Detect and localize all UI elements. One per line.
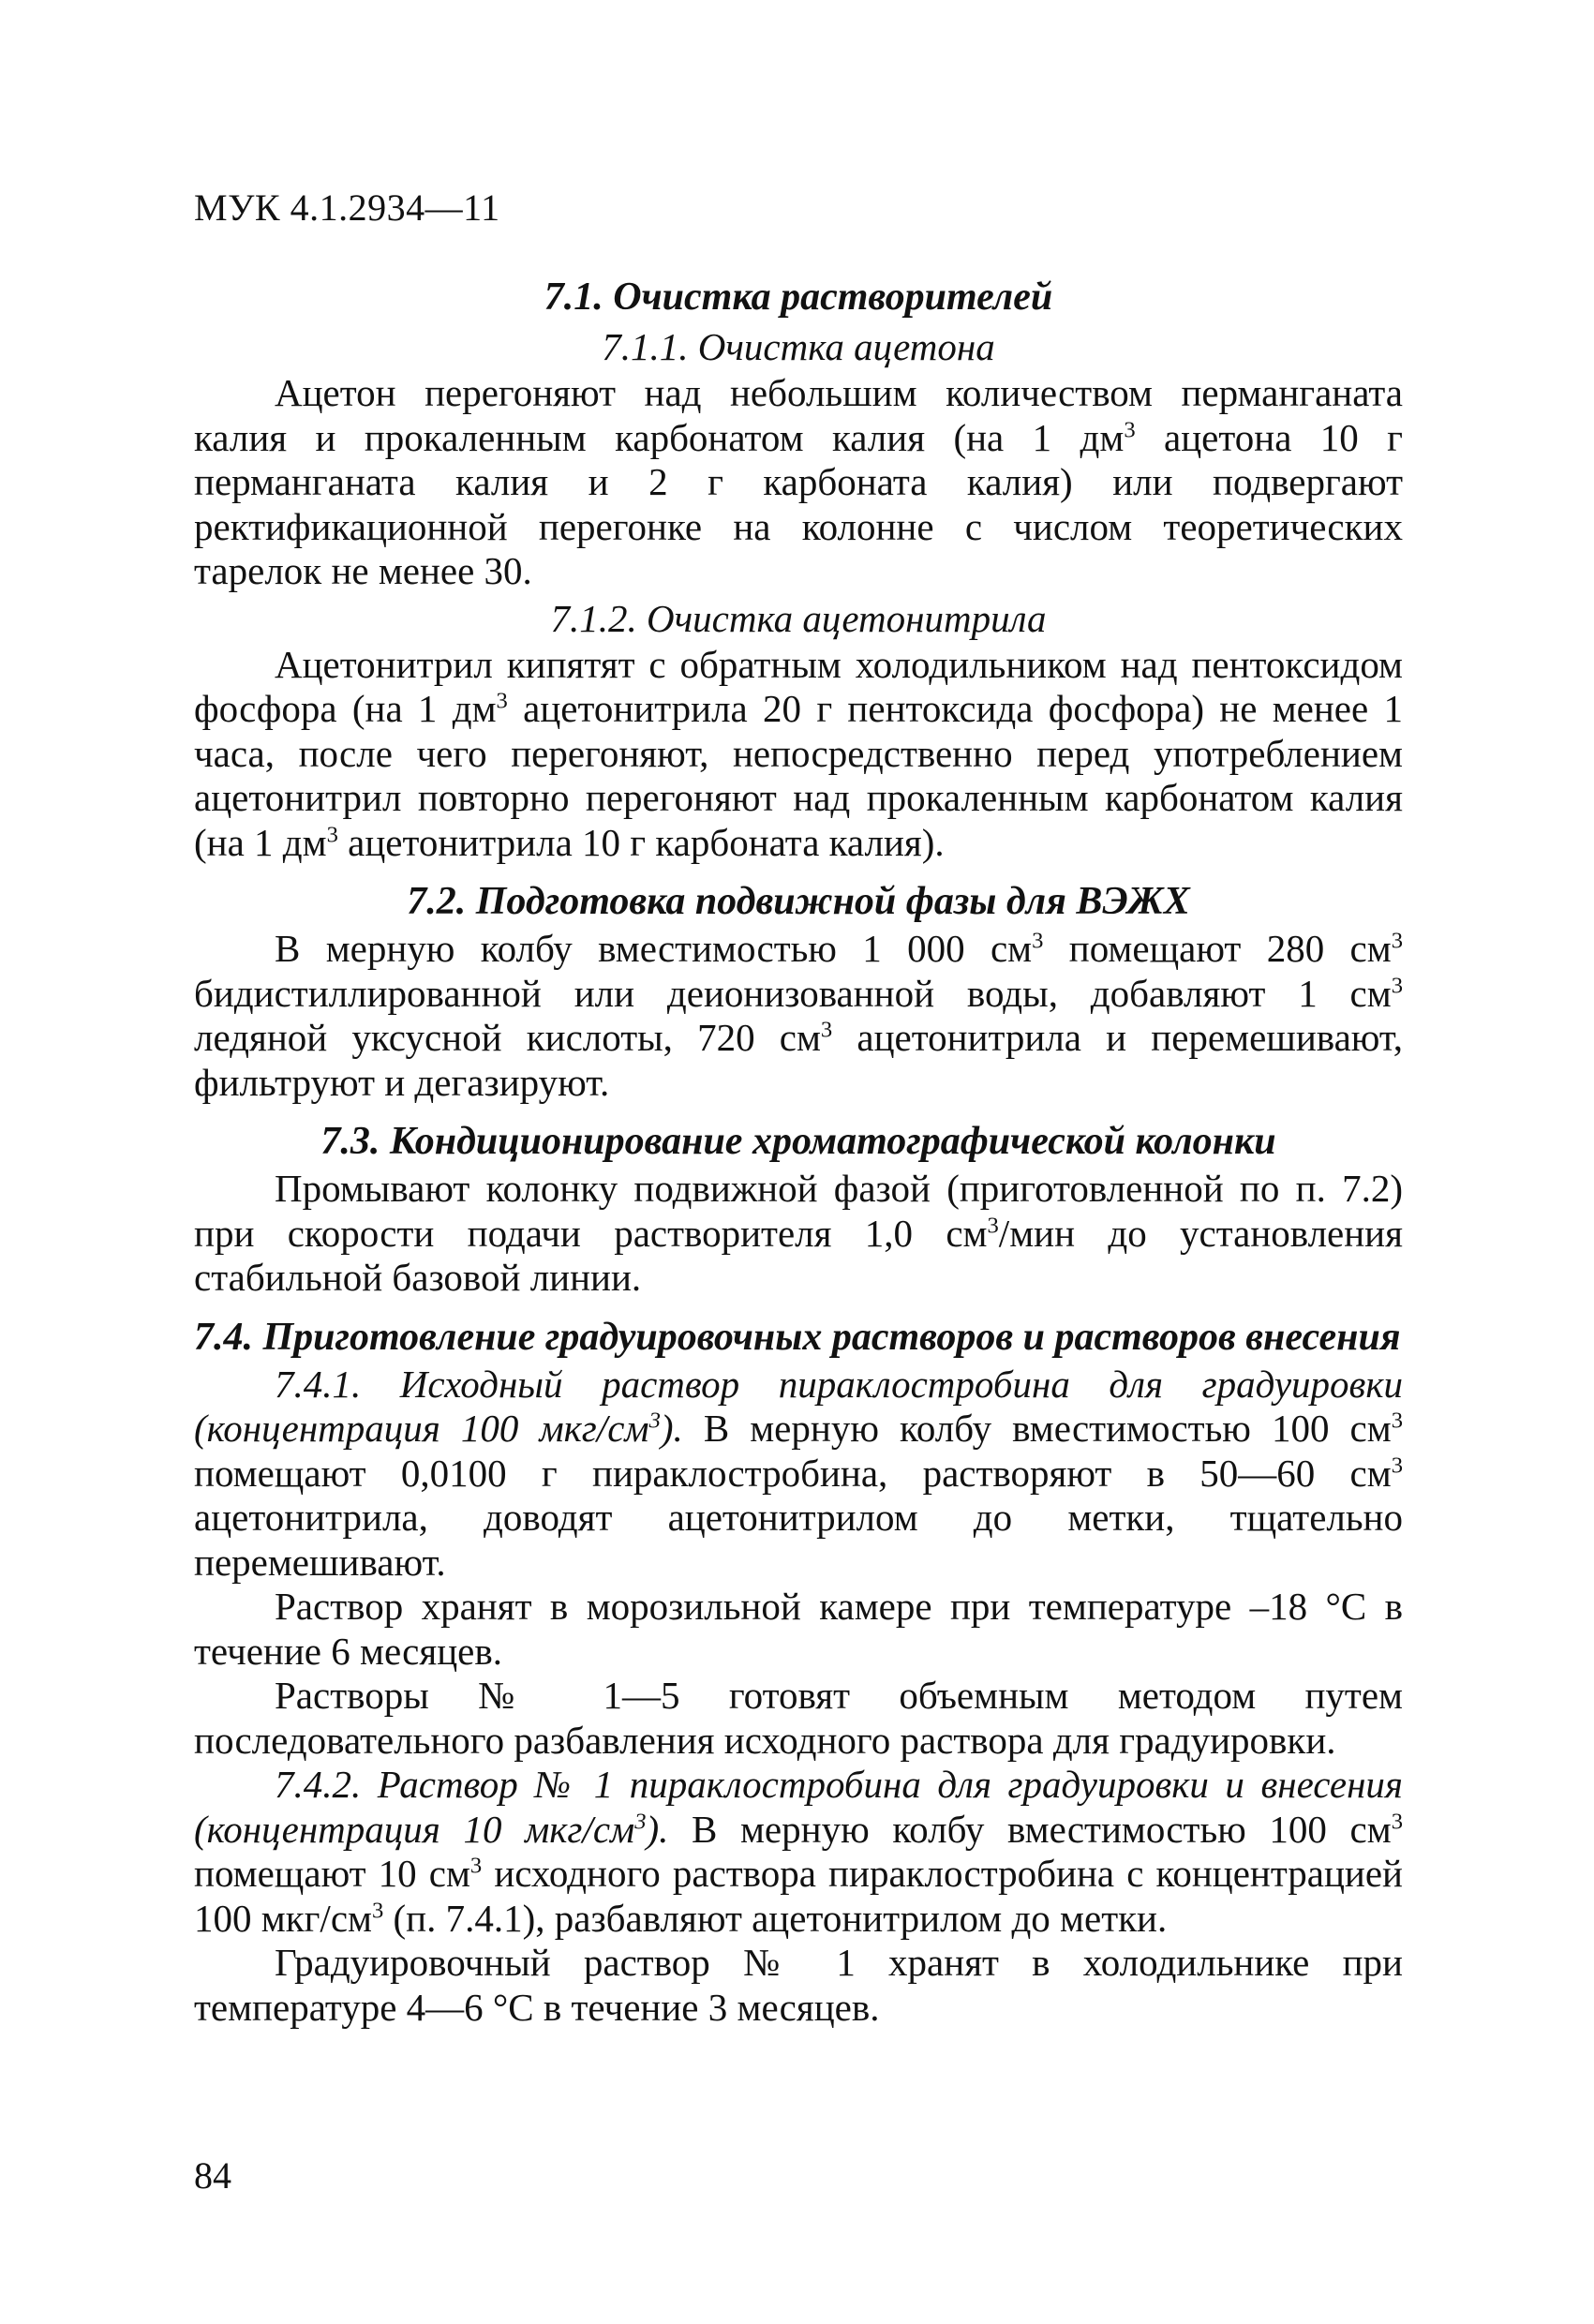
section-7-1-2-title: 7.1.2. Очистка ацетонитрила <box>550 596 1047 640</box>
section-7-4-1-storage: Раствор хранят в морозильной камере при температуре –18 °С в течение 6 месяцев. <box>194 1585 1403 1673</box>
section-7-1-1-paragraph: Ацетон перегоняют над небольшим количеством перманганата калия и прокаленным карбонатом калия (на 1 $дм^3$ ацетона 10 г перманганата калия и 2 г карбоната калия) или подвергают ректификационной перегонке на колонне с числом теоретических тарелок не менее 30. <box>194 371 1403 592</box>
section-7-4-1-paragraph: 7.4.1. Исходный раствор пираклостробина для градуировки (концентрация 100 мкг/$см^3$). В мерную колбу вместимостью 100 $см^3$ помещают 0,0100 г пираклостробина, растворяют в 50—60 $см^3$ ацетонитрила, доводят ацетонитрилом до метки, тщательно перемешивают. <box>194 1362 1403 1584</box>
section-7-3-title: 7.3. Кондиционирование хроматографической колонки <box>320 1120 1276 1163</box>
section-7-4-2-paragraph: 7.4.2. Раствор № 1 пираклостробина для градуировки и внесения (концентрация 10 мкг/$см^3$). В мерную колбу вместимостью 100 $см^3$ помещают 10 $см^3$ исходного раствора пираклостробина с концентрацией 100 мкг/$см^3$ (п. 7.4.1), разбавляют ацетонитрилом до метки. <box>194 1763 1403 1940</box>
section-7-4-title: 7.4. Приготовление градуировочных растворов и растворов внесения <box>194 1315 1401 1359</box>
section-7-2-title: 7.2. Подготовка подвижной фазы для ВЭЖХ <box>407 880 1190 923</box>
section-7-2-paragraph: В мерную колбу вместимостью 1 000 $см^3$ помещают 280 $см^3$ бидистиллированной или деионизованной воды, добавляют 1 $см^3$ ледяной уксусной кислоты, 720 $см^3$ ацетонитрила и перемешивают, фильтруют и дегазируют. <box>194 927 1403 1104</box>
page-number: 84 <box>194 2154 231 2197</box>
section-7-1-title: 7.1. Очистка растворителей <box>544 276 1053 319</box>
page-body <box>194 272 1403 2030</box>
section-7-1-1-title: 7.1.1. Очистка ацетона <box>602 325 995 368</box>
section-7-4-1-dilution: Растворы № 1—5 готовят объемным методом путем последовательного разбавления исходного раствора для градуировки. <box>194 1674 1403 1762</box>
document-code: МУК 4.1.2934—11 <box>194 186 500 229</box>
section-7-1-2-paragraph: Ацетонитрил кипятят с обратным холодильником над пентоксидом фосфора (на 1 $дм^3$ ацетонитрила 20 г пентоксида фосфора) не менее 1 часа, после чего перегоняют, непосредственно перед употреблением ацетонитрил повторно перегоняют над прокаленным карбонатом калия (на 1 $дм^3$ ацетонитрила 10 г карбоната калия). <box>194 642 1403 864</box>
section-7-4-2-storage: Градуировочный раствор № 1 хранят в холодильнике при температуре 4—6 °С в течение 3 месяцев. <box>194 1941 1403 2029</box>
section-7-3-paragraph: Промывают колонку подвижной фазой (приготовленной по п. 7.2) при скорости подачи растворителя 1,0 $см^3$/мин до установления стабильной базовой линии. <box>194 1167 1403 1299</box>
